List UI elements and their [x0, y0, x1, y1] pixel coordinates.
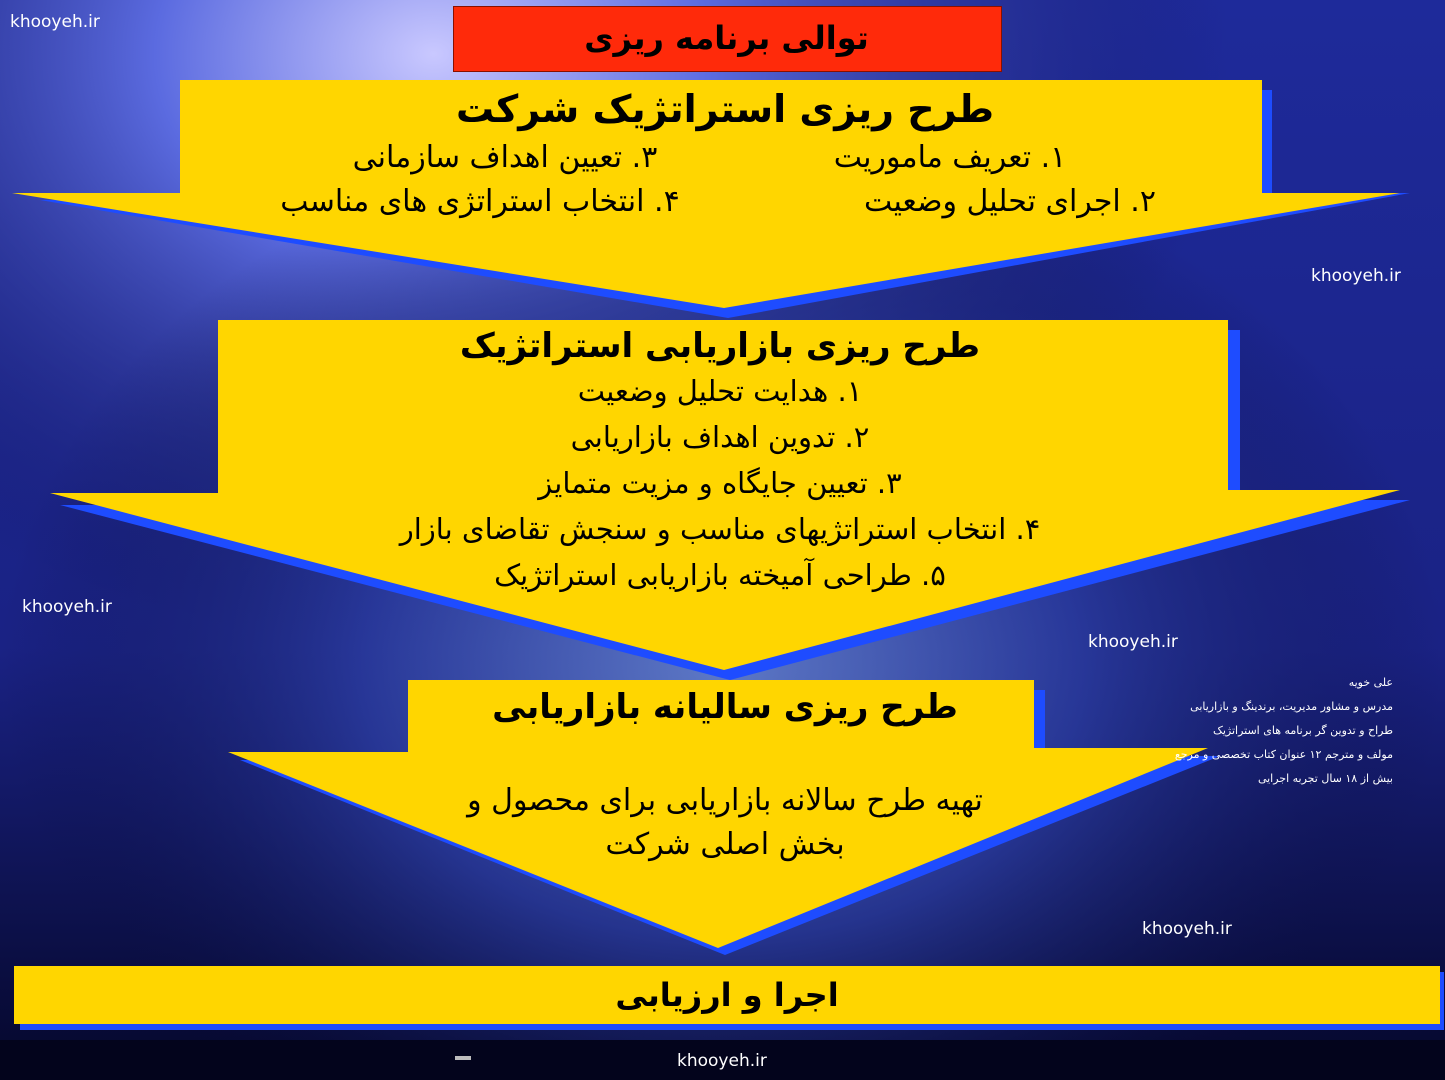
stage1-heading: طرح ریزی استراتژیک شرکت — [455, 87, 995, 131]
stage2-item-2: ۲. تدوین اهداف بازاریابی — [570, 420, 870, 454]
stage2-item-5: ۵. طراحی آمیخته بازاریابی استراتژیک — [494, 558, 946, 592]
watermark-center: khooyeh.ir — [1088, 632, 1178, 652]
stage1-item-1: ۱. تعریف ماموریت — [833, 140, 1067, 175]
stage3-line-2: بخش اصلی شرکت — [605, 827, 845, 862]
stage3-heading: طرح ریزی سالیانه بازاریابی — [492, 687, 958, 727]
watermark-right: khooyeh.ir — [1311, 266, 1401, 286]
stage2-item-3: ۳. تعیین جایگاه و مزیت متمایز — [538, 466, 902, 500]
stage3-line-1: تهیه طرح سالانه بازاریابی برای محصول و — [467, 783, 983, 818]
stage1-item-4: ۴. انتخاب استراتژی های مناسب — [280, 184, 680, 219]
watermark-bottom: khooyeh.ir — [677, 1051, 767, 1071]
author-bio-line-4: بیش از ۱۸ سال تجربه اجرایی — [1257, 772, 1393, 785]
final-bar-label: اجرا و ارزیابی — [615, 976, 839, 1014]
author-bio-line-3: مولف و مترجم ۱۲ عنوان کتاب تخصصی و مرجع — [1174, 748, 1393, 761]
author-bio-line-2: طراح و تدوین گر برنامه های استراتژیک — [1212, 724, 1393, 737]
author-bio-line-1: مدرس و مشاور مدیریت، برندینگ و بازاریابی — [1190, 700, 1393, 713]
stage2-item-4: ۴. انتخاب استراتژیهای مناسب و سنجش تقاضای بازار — [399, 512, 1041, 546]
stage1-item-2: ۲. اجرای تحلیل وضعیت — [864, 184, 1156, 219]
stage1-item-3: ۳. تعیین اهداف سازمانی — [352, 140, 658, 175]
watermark-lower-right: khooyeh.ir — [1142, 919, 1232, 939]
stage2-item-1: ۱. هدایت تحلیل وضعیت — [577, 374, 863, 408]
watermark-left: khooyeh.ir — [22, 597, 112, 617]
page-title: توالی برنامه ریزی — [584, 19, 869, 57]
watermark-top-left: khooyeh.ir — [10, 12, 100, 32]
author-name: علی خویه — [1348, 676, 1393, 689]
stage2-heading: طرح ریزی بازاریابی استراتژیک — [459, 326, 981, 366]
